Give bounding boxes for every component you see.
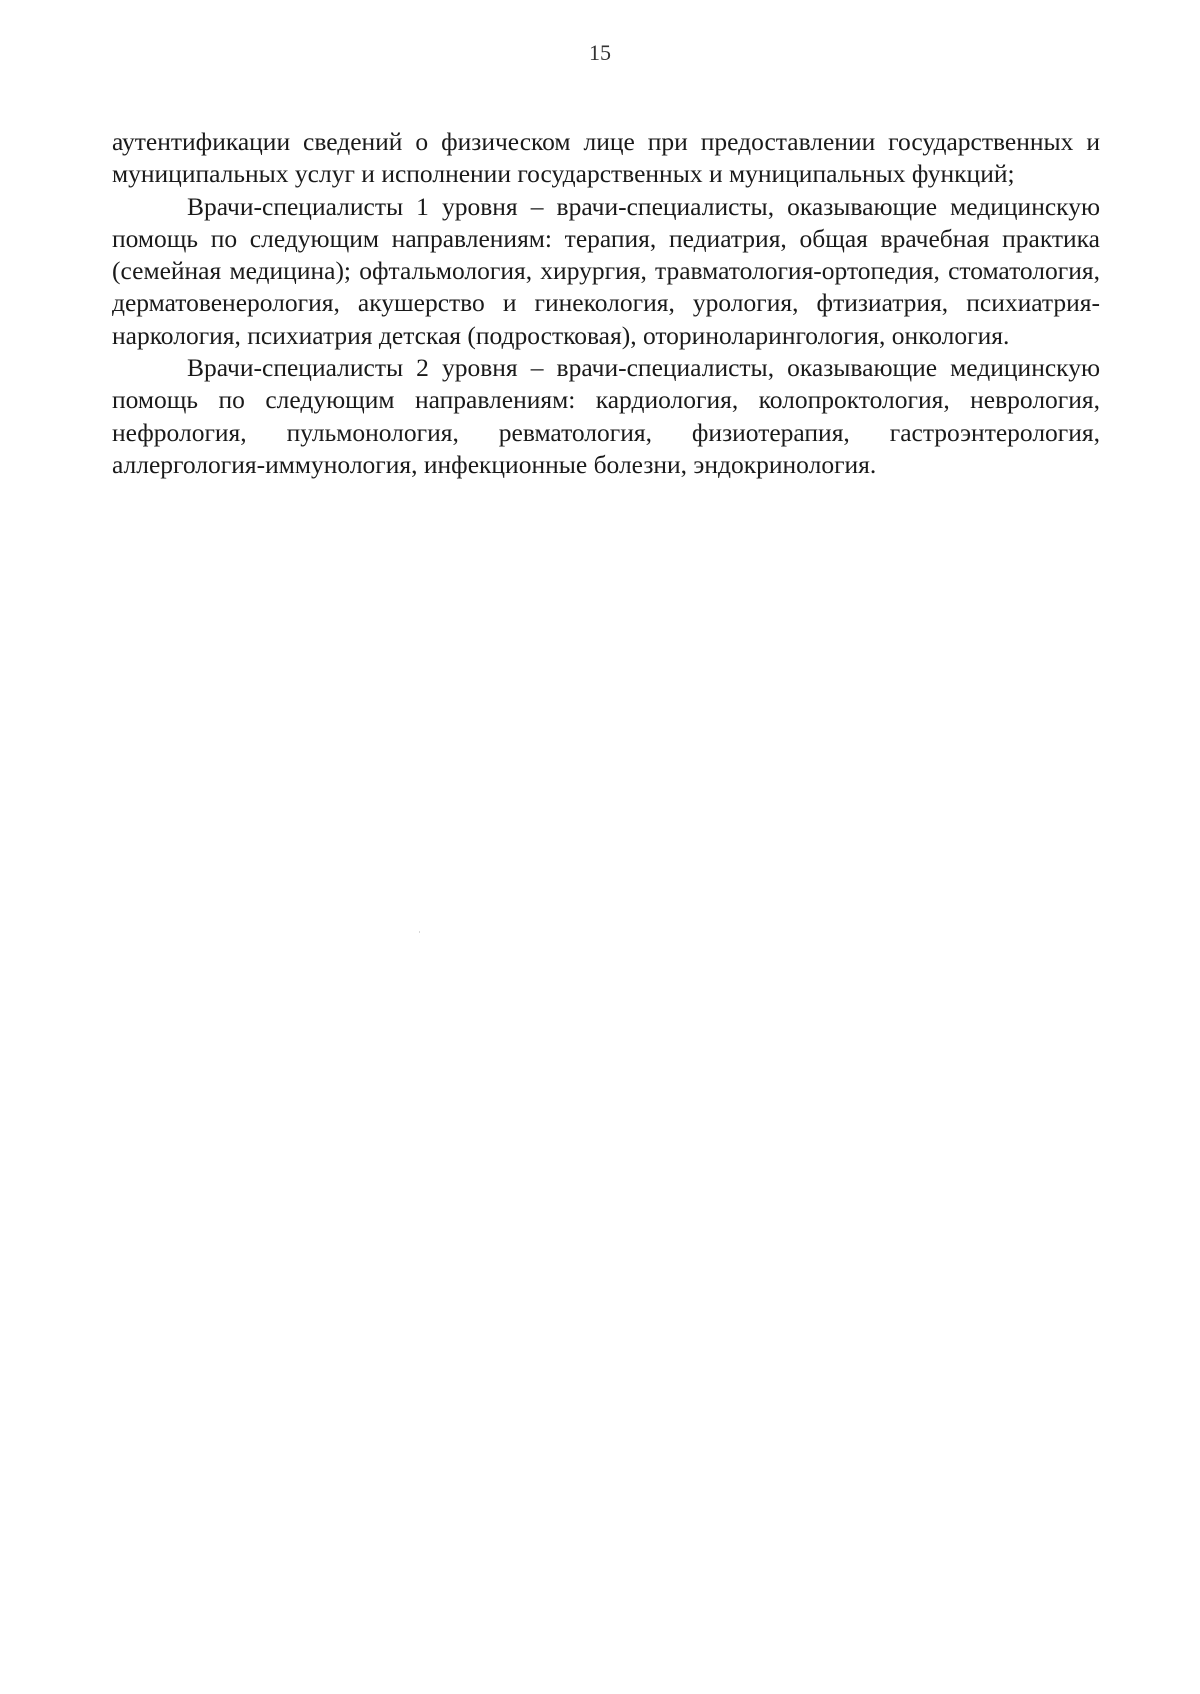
paragraph-continuation: аутентификации сведений о физическом лице при предоставлении государственных и муниципальных услуг и исполнении государственных и муниципальных функций; xyxy=(112,127,1100,189)
paragraph-level-2-specialists: Врачи-специалисты 2 уровня – врачи-специалисты, оказывающие медицинскую помощь по следующим направлениям: кардиология, колопроктология, неврология, нефрология, пульмонология, ревматология, физиотерапия, гастроэнтерология, аллергология-иммунология, инфекционные болезни, эндокринология. xyxy=(112,353,1100,479)
document-body xyxy=(112,126,1100,481)
scan-artifact xyxy=(419,931,420,933)
paragraph-level-1-specialists: Врачи-специалисты 1 уровня – врачи-специалисты, оказывающие медицинскую помощь по следующим направлениям: терапия, педиатрия, общая врачебная практика (семейная медицина); офтальмология, хирургия, травматология-ортопедия, стоматология, дерматовенерология, акушерство и гинекология, урология, фтизиатрия, психиатрия-наркология, психиатрия детская (подростковая), оториноларингология, онкология. xyxy=(112,191,1100,350)
page-number: 15 xyxy=(589,40,611,65)
